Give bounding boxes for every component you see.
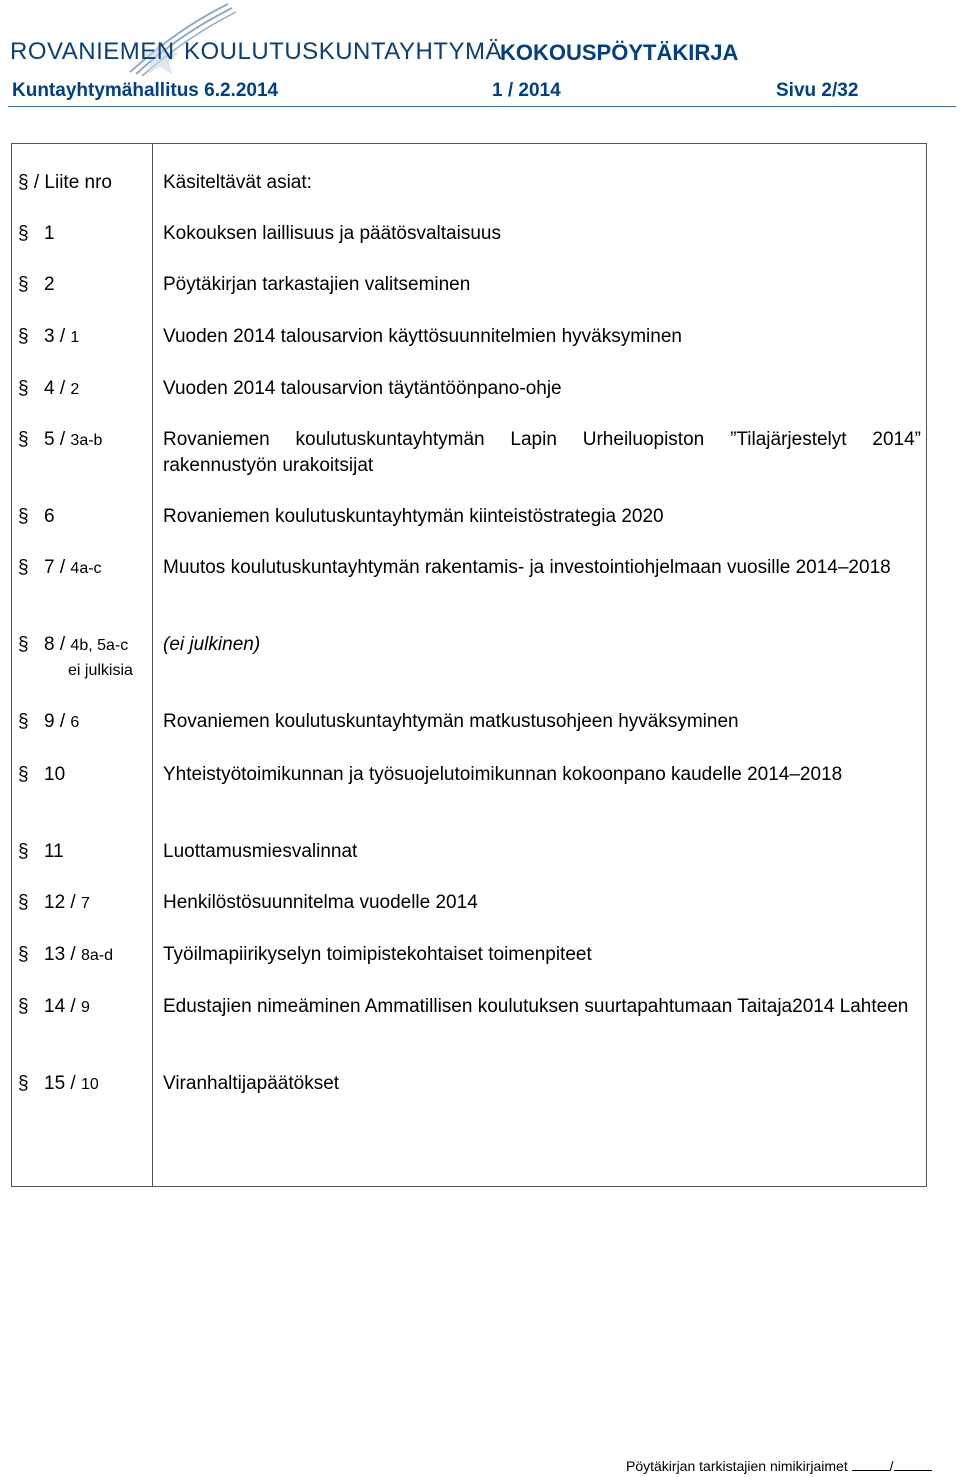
section-symbol: § [18,557,29,578]
section-number: 2 [44,274,55,295]
document-type-title: KOKOUSPÖYTÄKIRJA [500,40,739,65]
section-symbol: § [18,996,29,1017]
agenda-item-number [18,555,148,582]
attachment-number: 6 [70,714,80,731]
agenda-item-title: Viranhaltijapäätökset [163,1073,340,1094]
attachment-separator: / [54,429,71,450]
agenda-item-number [18,994,148,1021]
section-number: 7 [44,557,55,578]
attachment-number: 7 [80,895,90,912]
attachment-separator: / [54,557,71,578]
section-number: 6 [44,506,55,527]
attachment-separator: / [65,1073,81,1094]
attachment-separator: / [54,711,71,732]
section-number: 12 [44,892,66,913]
agenda-item-number [18,890,148,917]
section-number: 3 [44,326,55,347]
section-symbol: § [18,378,29,399]
agenda-item-title: Henkilöstösuunnitelma vuodelle 2014 [163,892,478,913]
section-number: 10 [44,764,66,785]
agenda-item-number [18,221,148,247]
signature-blank-1 [852,1458,890,1471]
agenda-item-title: Luottamusmiesvalinnat [163,841,358,862]
signature-separator: / [889,1458,894,1474]
attachment-number: 8a-d [80,947,114,964]
signature-initials-line [626,1458,932,1474]
number-column-header: § / Liite nro [18,172,112,193]
section-number: 11 [44,841,64,862]
agenda-item-title: Kokouksen laillisuus ja päätösvaltaisuus [163,223,501,244]
section-number: 1 [44,223,55,244]
agenda-item-title: Pöytäkirjan tarkastajien valitseminen [163,274,471,295]
section-symbol: § [18,223,29,244]
agenda-item-title: Rovaniemen koulutuskuntayhtymän kiinteistöstrategia 2020 [163,506,664,527]
attachment-separator: / [65,892,81,913]
section-symbol: § [18,1073,29,1094]
attachment-number: 9 [80,999,90,1016]
attachment-separator: / [54,378,71,399]
section-number: 5 [44,429,55,450]
attachment-separator: / [65,996,81,1017]
section-symbol: § [18,274,29,295]
agenda-item-title: Vuoden 2014 talousarvion täytäntöönpano-ohje [163,378,562,399]
meeting-number: 1 / 2014 [492,80,561,101]
organization-name-part1: ROVANIEMEN [10,38,175,65]
agenda-item-number [18,504,148,530]
agenda-item-number [18,272,148,298]
agenda-item-number [18,839,148,865]
section-number: 8 [44,634,55,655]
attachment-separator: / [54,326,71,347]
agenda-item-title: Edustajien nimeäminen Ammatillisen koulutuksen suurtapahtumaan Taitaja2014 Lahteen [163,996,909,1017]
section-number: 15 [44,1073,66,1094]
section-number: 14 [44,996,66,1017]
agenda-item-number [18,1071,148,1098]
agenda-item-title: Vuoden 2014 talousarvion käyttösuunnitelmien hyväksyminen [163,326,682,347]
section-symbol: § [18,711,29,732]
page-number: Sivu 2/32 [776,80,859,101]
section-number: 13 [44,944,66,965]
agenda-item-title: Rovaniemen koulutuskuntayhtymän Lapin Urheiluopiston ”Tilajärjestelyt 2014” rakennustyön urakoitsijat [163,429,921,476]
agenda-item-number [18,324,148,351]
attachment-separator: / [65,944,81,965]
header-divider [8,106,956,107]
agenda-item-title: Rovaniemen koulutuskuntayhtymän matkustusohjeen hyväksyminen [163,711,739,732]
agenda-item-title: (ei julkinen) [163,634,261,655]
attachment-number: 3a-b [70,432,103,449]
agenda-item-number [18,632,148,679]
meeting-body-and-date: Kuntayhtymähallitus 6.2.2014 [12,80,279,101]
section-symbol: § [18,892,29,913]
section-symbol: § [18,944,29,965]
section-symbol: § [18,326,29,347]
section-number: 9 [44,711,55,732]
topic-column-header: Käsiteltävät asiat: [163,172,312,193]
signature-blank-2 [894,1458,932,1471]
agenda-item-number [18,376,148,403]
agenda-item-number [18,709,148,736]
agenda-table [11,143,927,1187]
attachment-number: 4a-c [70,560,102,577]
section-symbol: § [18,841,29,862]
organization-name-part2: KOULUTUSKUNTAYHTYMÄ [184,38,502,65]
attachment-number: 10 [80,1076,99,1093]
agenda-item-title: Yhteistyötoimikunnan ja työsuojelutoimikunnan kokoonpano kaudelle 2014–2018 [163,764,843,785]
attachment-separator: / [54,634,71,655]
signature-label: Pöytäkirjan tarkistajien nimikirjaimet [626,1458,848,1474]
attachment-number: 4b, 5a-c [70,637,129,654]
section-symbol: § [18,634,29,655]
section-symbol: § [18,429,29,450]
attachment-note: ei julkisia [68,662,133,679]
attachment-number: 2 [70,381,80,398]
agenda-item-number [18,762,148,788]
attachment-number: 1 [70,329,80,346]
column-divider [152,144,153,1186]
agenda-item-title: Työilmapiirikyselyn toimipistekohtaiset toimenpiteet [163,944,592,965]
section-number: 4 [44,378,55,399]
section-symbol: § [18,764,29,785]
agenda-item-number [18,942,148,969]
agenda-item-title: Muutos koulutuskuntayhtymän rakentamis- ja investointiohjelmaan vuosille 2014–2018 [163,557,891,578]
agenda-item-number [18,427,148,454]
section-symbol: § [18,506,29,527]
